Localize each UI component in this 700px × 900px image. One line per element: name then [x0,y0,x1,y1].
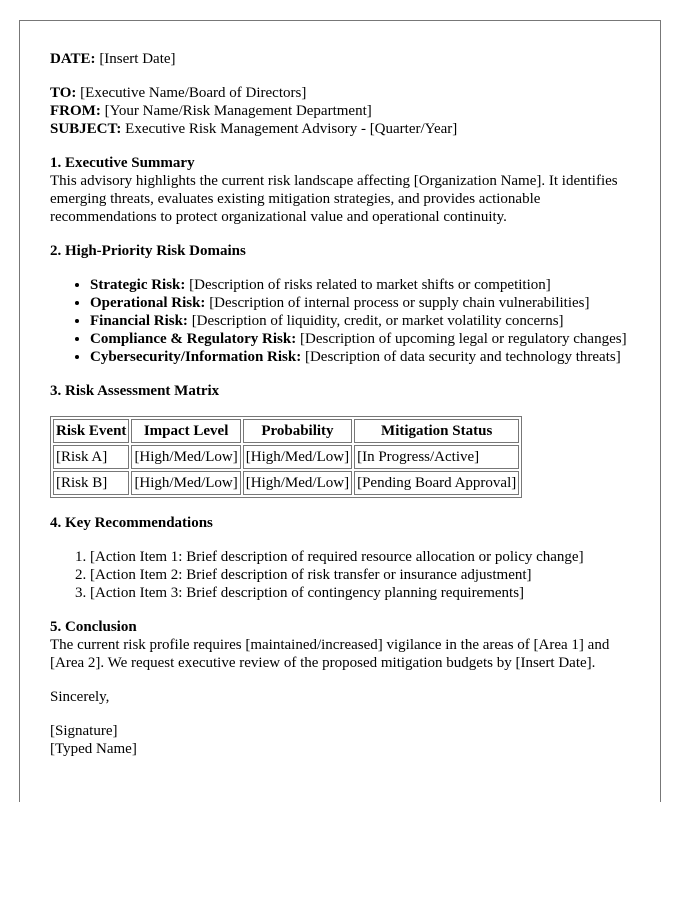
risk-domain-text: [Description of data security and technology threats] [304,349,621,365]
conclusion-text: The current risk profile requires [maintained/increased] vigilance in the areas of [Area 1] and [Area 2]. We request executive review of the proposed mitigation budgets by [Insert Date]. [50,637,610,671]
risk-domain-item [90,330,640,348]
memo-document [19,20,661,802]
to-line [50,84,640,102]
table-cell: [High/Med/Low] [243,445,352,469]
subject-label: SUBJECT: [50,121,122,137]
column-header-risk-event: Risk Event [53,419,129,443]
conclusion-heading: 5. Conclusion [50,619,137,635]
risk-domain-item [90,312,640,330]
from-label: FROM: [50,103,101,119]
date-label: DATE: [50,51,96,67]
risk-domain-text: [Description of upcoming legal or regulatory changes] [300,331,627,347]
recommendation-item: 1. [Action Item 1: Brief description of required resource allocation or policy change] [90,548,640,566]
table-cell: [Pending Board Approval] [354,471,519,495]
recommendations-heading: 4. Key Recommendations [50,515,213,531]
subject-line [50,120,640,138]
salutation: Sincerely, [50,689,110,705]
date-line [50,50,640,68]
recommendation-item: 2. [Action Item 2: Brief description of risk transfer or insurance adjustment] [90,566,640,584]
recommendation-item: 3. [Action Item 3: Brief description of contingency planning requirements] [90,584,640,602]
from-line [50,102,640,120]
table-cell: [High/Med/Low] [131,445,240,469]
matrix-heading: 3. Risk Assessment Matrix [50,383,220,399]
risk-domain-label: Cybersecurity/Information Risk: [90,349,302,365]
table-cell: [Risk A] [53,445,129,469]
table-cell: [High/Med/Low] [131,471,240,495]
risk-domain-item [90,294,640,312]
column-header-probability: Probability [243,419,352,443]
risk-domain-label: Financial Risk: [90,313,188,329]
memo-body [50,50,640,758]
summary-text: This advisory highlights the current risk landscape affecting [Organization Name]. It identifies emerging threats, evaluates existing mitigation strategies, and provides actionable recommendations to protect organizational value and operational continuity. [50,173,618,225]
recommendation-list [50,548,640,602]
risk-domain-label: Strategic Risk: [90,277,186,293]
risk-domain-label: Operational Risk: [90,295,206,311]
column-header-impact-level: Impact Level [131,419,240,443]
signature-placeholder: [Signature] [50,723,118,739]
table-cell: [In Progress/Active] [354,445,519,469]
subject-value: Executive Risk Management Advisory - [Quarter/Year] [125,121,458,137]
closing-block [50,688,640,758]
to-label: TO: [50,85,77,101]
risk-domain-label: Compliance & Regulatory Risk: [90,331,297,347]
risk-assessment-table [50,416,522,498]
typed-name-placeholder: [Typed Name] [50,741,137,757]
risk-domain-text: [Description of risks related to market shifts or competition] [189,277,551,293]
table-cell: [Risk B] [53,471,129,495]
date-value: [Insert Date] [99,51,176,67]
table-header-row [53,419,519,443]
risk-domain-item [90,276,640,294]
risk-domain-item [90,348,640,366]
domains-heading: 2. High-Priority Risk Domains [50,243,246,259]
table-cell: [High/Med/Low] [243,471,352,495]
to-value: [Executive Name/Board of Directors] [80,85,307,101]
risk-domain-text: [Description of internal process or supply chain vulnerabilities] [209,295,590,311]
column-header-mitigation-status: Mitigation Status [354,419,519,443]
risk-domain-text: [Description of liquidity, credit, or market volatility concerns] [191,313,564,329]
summary-heading: 1. Executive Summary [50,155,195,171]
table-row [53,445,519,469]
risk-domain-list [50,276,640,366]
table-row [53,471,519,495]
from-value: [Your Name/Risk Management Department] [104,103,372,119]
